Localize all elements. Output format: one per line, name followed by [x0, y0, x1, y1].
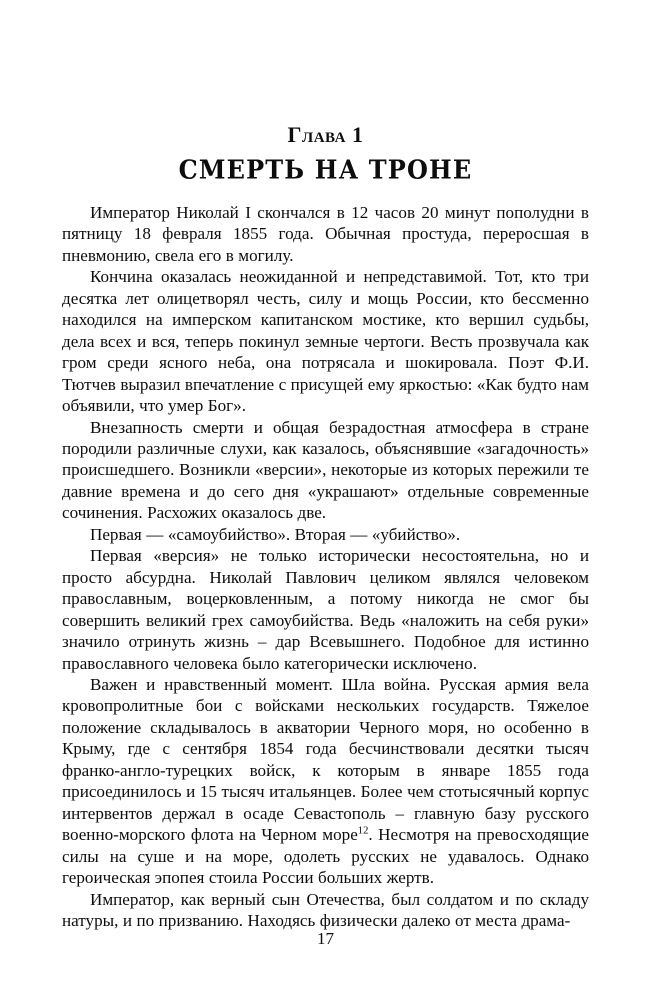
paragraph: Первая «версия» не только исторически несостоятельна, но и просто абсурдна. Николай Павлович целиком являлся человеком православным, воцерковленным, а потому никогда не смог бы совершить великий грех самоубийства. Ведь «наложить на себя руки» значило отринуть жизнь – дар Всевышнего. Подобное для истинно православного человека было категорически исключено.	[62, 546, 589, 673]
paragraph-text-head: Важен и нравственный момент. Шла война. Русская армия вела кровопролитные бои с войсками нескольких государств. Тяжелое положение складывалось в акватории Черного моря, но особенно в Крыму, где с сентября 1854 года бесчинствовали десятки тысяч франко-англо-турецких войск, к которым в январе 1855 года присоединилось и 15 тысяч итальянцев. Более чем стотысячный корпус интервентов держал в осаде Севастополь – главную базу русского военно-морского флота на Черном море	[62, 674, 589, 845]
page-number: 17	[316, 929, 335, 948]
paragraph: Первая — «самоубийство». Вторая — «убийство».	[90, 524, 461, 544]
footnote-reference-marker[interactable]: 12	[357, 825, 369, 837]
paragraph: Внезапность смерти и общая безрадостная атмосфера в стране породили различные слухи, как казалось, объяснявшие «загадочность» происшедшего. Возникли «версии», некоторые из которых пережили те давние времена и до сего дня «украшают» отдельные современные сочинения. Расхожих оказалось две.	[62, 417, 589, 523]
chapter-title: СМЕРТЬ НА ТРОНЕ	[178, 154, 473, 185]
paragraph: Кончина оказалась неожиданной и непредставимой. Тот, кто три десятка лет олицетворял честь, силу и мощь России, кто бессменно находился на имперском капитанском мостике, кто вершил судьбы, дела всех и вся, теперь покинул земные чертоги. Весть прозвучала как гром среди ясного неба, она потрясала и шокировала. Поэт Ф.И. Тютчев выразил впечатление с присущей ему яркостью: «Как будто нам объявили, что умер Бог».	[62, 267, 589, 416]
chapter-number: Глава 1	[287, 122, 364, 147]
paragraph-with-footnote	[62, 674, 589, 889]
paragraph: Император Николай I скончался в 12 часов 20 минут пополудни в пятницу 18 февраля 1855 года. Обычная простуда, переросшая в пневмонию, свела его в могилу.	[62, 203, 589, 265]
chapter-heading	[62, 122, 589, 184]
paragraph: Император, как верный сын Отечества, был солдатом и по складу натуры, и по призванию. Находясь физически далеко от места драма-	[62, 889, 589, 930]
body-text-block	[62, 202, 589, 931]
paragraph-text-tail: . Несмотря на превосходящие силы на суше и на море, одолеть русских не удавалось. Однако героическая эпопея стоила России больших жертв.	[62, 825, 589, 888]
